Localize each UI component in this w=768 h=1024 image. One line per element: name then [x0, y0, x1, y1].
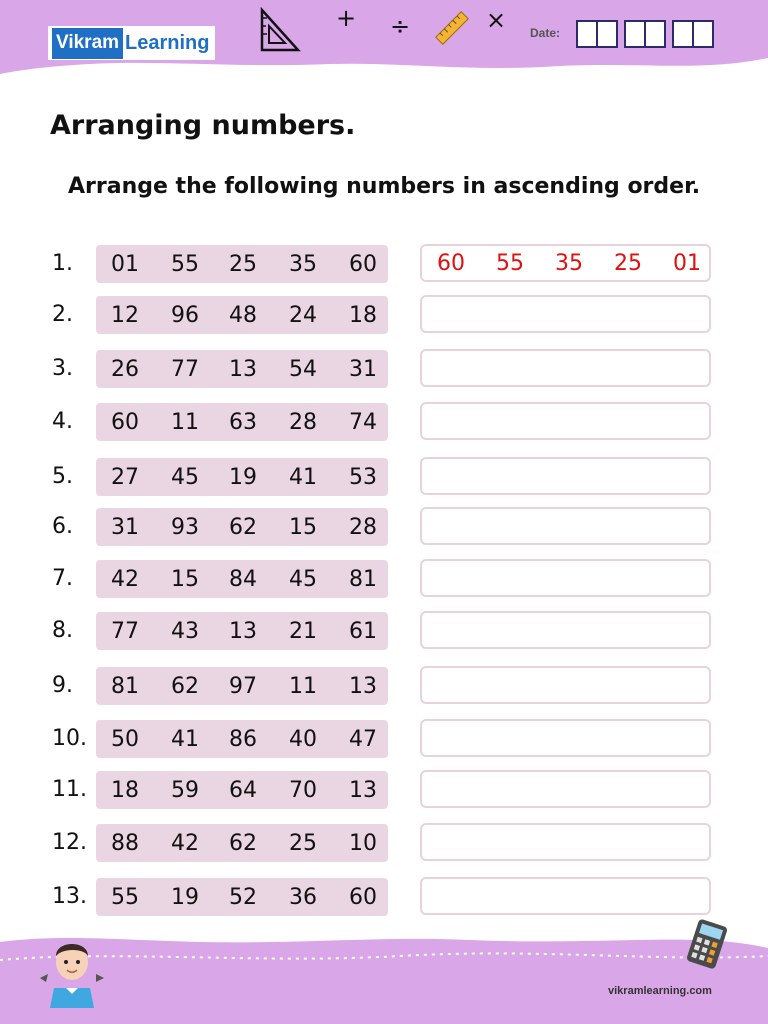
exercise-row — [0, 507, 768, 547]
answer-box[interactable] — [420, 770, 711, 808]
number-set — [96, 458, 388, 496]
number-value: 88 — [111, 831, 139, 856]
row-index: 7. — [52, 566, 73, 591]
number-set — [96, 508, 388, 546]
triangle-ruler-icon — [256, 6, 302, 54]
number-set — [96, 612, 388, 650]
number-value: 42 — [171, 831, 199, 856]
number-value: 26 — [111, 357, 139, 382]
number-value: 18 — [111, 778, 139, 803]
exercise-row — [0, 719, 768, 759]
number-set — [96, 878, 388, 916]
exercise-row — [0, 349, 768, 389]
number-value: 13 — [349, 778, 377, 803]
number-set — [96, 296, 388, 334]
times-icon: × — [486, 6, 507, 34]
number-value: 63 — [229, 410, 257, 435]
page-title: Arranging numbers. — [50, 110, 356, 141]
number-value: 27 — [111, 465, 139, 490]
answer-value: 25 — [614, 251, 642, 276]
answer-box[interactable] — [420, 719, 711, 757]
number-value: 62 — [229, 831, 257, 856]
answer-box[interactable] — [420, 611, 711, 649]
number-value: 24 — [289, 303, 317, 328]
number-set — [96, 245, 388, 283]
number-value: 62 — [171, 674, 199, 699]
exercise-row — [0, 295, 768, 335]
number-value: 50 — [111, 727, 139, 752]
number-value: 21 — [289, 619, 317, 644]
number-set — [96, 403, 388, 441]
brand-logo-part-a: Vikram — [52, 28, 123, 59]
date-box-month-1[interactable] — [624, 20, 646, 48]
number-value: 01 — [111, 252, 139, 277]
number-value: 19 — [171, 885, 199, 910]
number-value: 60 — [349, 252, 377, 277]
footer-band — [0, 920, 768, 1024]
answer-box[interactable] — [420, 244, 711, 282]
number-value: 70 — [289, 778, 317, 803]
number-value: 97 — [229, 674, 257, 699]
number-value: 77 — [171, 357, 199, 382]
answer-box[interactable] — [420, 507, 711, 545]
number-value: 31 — [111, 515, 139, 540]
number-set — [96, 350, 388, 388]
number-value: 53 — [349, 465, 377, 490]
number-value: 64 — [229, 778, 257, 803]
answer-value: 35 — [555, 251, 583, 276]
exercise-row — [0, 402, 768, 442]
answer-box[interactable] — [420, 295, 711, 333]
answer-value: 55 — [496, 251, 524, 276]
number-value: 55 — [111, 885, 139, 910]
number-value: 55 — [171, 252, 199, 277]
number-value: 35 — [289, 252, 317, 277]
answer-box[interactable] — [420, 559, 711, 597]
number-value: 59 — [171, 778, 199, 803]
number-value: 13 — [349, 674, 377, 699]
row-index: 3. — [52, 356, 73, 381]
number-value: 19 — [229, 465, 257, 490]
brand-logo-part-b: Learning — [125, 31, 210, 54]
calculator-icon — [684, 918, 730, 970]
number-value: 52 — [229, 885, 257, 910]
date-box-month-2[interactable] — [644, 20, 666, 48]
date-box-year-2[interactable] — [692, 20, 714, 48]
number-set — [96, 560, 388, 598]
number-value: 13 — [229, 357, 257, 382]
row-index: 5. — [52, 464, 73, 489]
number-set — [96, 667, 388, 705]
answer-value: 60 — [437, 251, 465, 276]
number-value: 81 — [111, 674, 139, 699]
number-value: 28 — [289, 410, 317, 435]
number-value: 40 — [289, 727, 317, 752]
number-value: 41 — [171, 727, 199, 752]
brand-logo[interactable] — [48, 26, 215, 60]
row-index: 9. — [52, 673, 73, 698]
number-value: 42 — [111, 567, 139, 592]
number-value: 15 — [289, 515, 317, 540]
row-index: 1. — [52, 251, 73, 276]
exercise-row — [0, 559, 768, 599]
number-value: 41 — [289, 465, 317, 490]
number-value: 45 — [171, 465, 199, 490]
exercise-row — [0, 877, 768, 917]
number-value: 47 — [349, 727, 377, 752]
number-set — [96, 771, 388, 809]
plus-icon: + — [336, 4, 357, 32]
number-value: 54 — [289, 357, 317, 382]
number-value: 18 — [349, 303, 377, 328]
number-value: 62 — [229, 515, 257, 540]
number-value: 60 — [349, 885, 377, 910]
row-index: 8. — [52, 618, 73, 643]
number-value: 25 — [229, 252, 257, 277]
date-field[interactable] — [576, 20, 714, 48]
date-box-day-2[interactable] — [596, 20, 618, 48]
number-value: 13 — [229, 619, 257, 644]
number-value: 61 — [349, 619, 377, 644]
number-value: 10 — [349, 831, 377, 856]
number-value: 12 — [111, 303, 139, 328]
date-box-year-1[interactable] — [672, 20, 694, 48]
row-index: 11. — [52, 777, 87, 802]
exercise-row — [0, 770, 768, 810]
date-label: Date: — [530, 26, 561, 40]
footer-site-link[interactable]: vikramlearning.com — [608, 985, 712, 997]
number-set — [96, 720, 388, 758]
answer-box[interactable] — [420, 402, 711, 440]
row-index: 6. — [52, 514, 73, 539]
ruler-icon — [432, 8, 472, 48]
answer-value: 01 — [673, 251, 701, 276]
row-index: 12. — [52, 830, 87, 855]
number-value: 36 — [289, 885, 317, 910]
answer-box[interactable] — [420, 666, 711, 704]
number-set — [96, 824, 388, 862]
number-value: 81 — [349, 567, 377, 592]
answer-box[interactable] — [420, 457, 711, 495]
exercise-row — [0, 666, 768, 706]
number-value: 25 — [289, 831, 317, 856]
row-index: 13. — [52, 884, 87, 909]
number-value: 48 — [229, 303, 257, 328]
exercise-row — [0, 457, 768, 497]
number-value: 11 — [289, 674, 317, 699]
number-value: 15 — [171, 567, 199, 592]
number-value: 84 — [229, 567, 257, 592]
divide-icon: ÷ — [390, 12, 411, 40]
number-value: 86 — [229, 727, 257, 752]
date-box-day-1[interactable] — [576, 20, 598, 48]
row-index: 10. — [52, 726, 87, 751]
number-value: 93 — [171, 515, 199, 540]
number-value: 28 — [349, 515, 377, 540]
answer-box[interactable] — [420, 349, 711, 387]
row-index: 2. — [52, 302, 73, 327]
exercise-row — [0, 611, 768, 651]
number-value: 43 — [171, 619, 199, 644]
instruction-text: Arrange the following numbers in ascending order. — [68, 174, 701, 199]
number-value: 45 — [289, 567, 317, 592]
number-value: 11 — [171, 410, 199, 435]
number-value: 60 — [111, 410, 139, 435]
exercise-row — [0, 823, 768, 863]
number-value: 31 — [349, 357, 377, 382]
row-index: 4. — [52, 409, 73, 434]
number-value: 74 — [349, 410, 377, 435]
number-value: 77 — [111, 619, 139, 644]
exercise-row — [0, 244, 768, 284]
answer-box[interactable] — [420, 823, 711, 861]
answer-box[interactable] — [420, 877, 711, 915]
boy-icon — [36, 932, 108, 1008]
number-value: 96 — [171, 303, 199, 328]
